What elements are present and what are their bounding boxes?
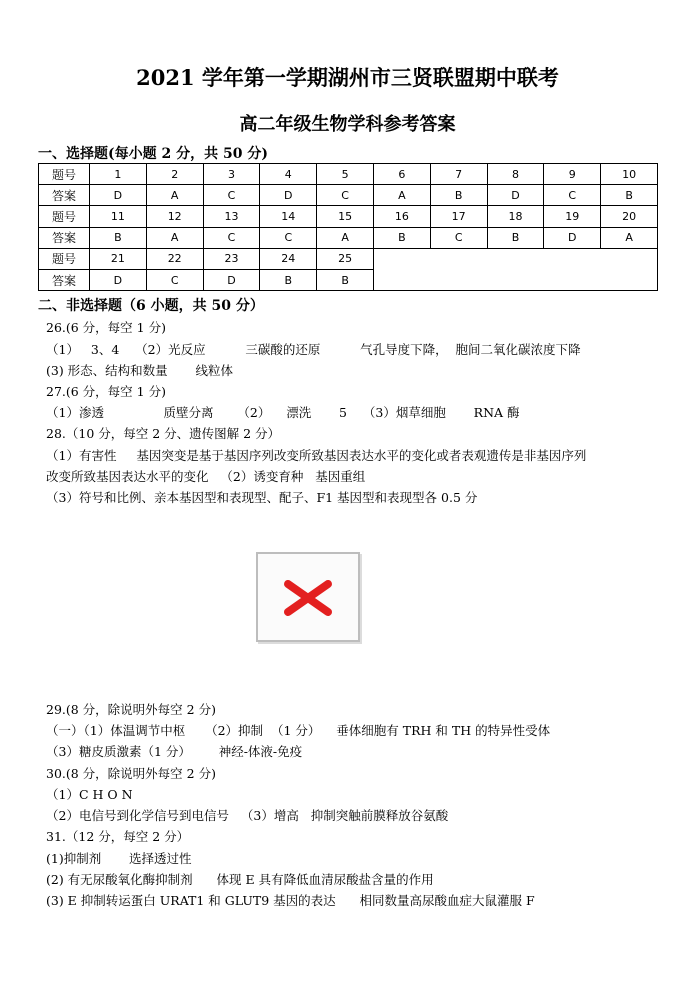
- table-cell: A: [146, 227, 203, 248]
- table-cell: C: [317, 185, 374, 206]
- empty-cell: [373, 248, 657, 290]
- q30-header: 30.(8 分，除说明外每空 2 分): [46, 766, 216, 781]
- table-cell: 23: [203, 248, 260, 269]
- table-cell: A: [601, 227, 658, 248]
- table-cell: B: [487, 227, 544, 248]
- q28-line-2: 改变所致基因表达水平的变化 （2）诱变育种 基因重组: [46, 469, 366, 484]
- table-cell: 13: [203, 206, 260, 227]
- table-cell: 3: [203, 164, 260, 185]
- table-cell: 21: [90, 248, 147, 269]
- table-cell: 22: [146, 248, 203, 269]
- table-cell: 答案: [39, 269, 90, 290]
- table-cell: 题号: [39, 206, 90, 227]
- table-row: [39, 248, 658, 269]
- table-cell: 14: [260, 206, 317, 227]
- table-cell: C: [260, 227, 317, 248]
- broken-image-icon: [256, 552, 360, 642]
- q29-header: 29.(8 分，除说明外每空 2 分): [46, 702, 216, 717]
- answer-table: [38, 163, 658, 291]
- table-cell: A: [373, 185, 430, 206]
- q31-line-3: (3) E 抑制转运蛋白 URAT1 和 GLUT9 基因的表达 相同数量高尿酸血症大鼠灌服 F: [46, 893, 535, 908]
- table-cell: 20: [601, 206, 658, 227]
- table-cell: D: [90, 185, 147, 206]
- q26-line-2: (3) 形态、结构和数量 线粒体: [46, 363, 233, 378]
- section1-heading: 一、选择题(每小题 2 分，共 50 分): [38, 146, 268, 162]
- table-row: [39, 227, 658, 248]
- q26-header: 26.(6 分，每空 1 分): [46, 320, 166, 335]
- x-mark-icon: [258, 554, 358, 640]
- q27-header: 27.(6 分，每空 1 分): [46, 384, 166, 399]
- table-cell: C: [544, 185, 601, 206]
- table-cell: 8: [487, 164, 544, 185]
- table-cell: 10: [601, 164, 658, 185]
- section2-heading: 二、非选择题（6 小题，共 50 分）: [38, 298, 264, 314]
- table-cell: D: [203, 269, 260, 290]
- table-cell: C: [203, 227, 260, 248]
- table-cell: 11: [90, 206, 147, 227]
- table-cell: 答案: [39, 185, 90, 206]
- table-cell: 12: [146, 206, 203, 227]
- q26-line-1: （1） 3、4 （2）光反应 三碳酸的还原 气孔导度下降， 胞间二氧化碳浓度下降: [46, 342, 581, 357]
- table-cell: 答案: [39, 227, 90, 248]
- table-cell: C: [146, 269, 203, 290]
- table-row: [39, 185, 658, 206]
- table-cell: 5: [317, 164, 374, 185]
- table-cell: 15: [317, 206, 374, 227]
- table-cell: B: [260, 269, 317, 290]
- table-row: [39, 206, 658, 227]
- table-cell: B: [373, 227, 430, 248]
- table-row: [39, 164, 658, 185]
- table-cell: A: [146, 185, 203, 206]
- q28-header: 28.（10 分，每空 2 分、遗传图解 2 分）: [46, 426, 281, 441]
- q31-line-2: (2) 有无尿酸氧化酶抑制剂 体现 E 具有降低血清尿酸盐含量的作用: [46, 872, 434, 887]
- table-cell: 6: [373, 164, 430, 185]
- q30-line-1: （1）C H O N: [46, 787, 133, 802]
- q28-line-3: （3）符号和比例、亲本基因型和表现型、配子、F1 基因型和表现型各 0.5 分: [46, 490, 478, 505]
- table-cell: B: [601, 185, 658, 206]
- q28-line-1: （1）有害性 基因突变是基于基因序列改变所致基因表达水平的变化或者表观遗传是非基因序列: [46, 448, 587, 463]
- table-cell: A: [317, 227, 374, 248]
- table-cell: 18: [487, 206, 544, 227]
- table-cell: 9: [544, 164, 601, 185]
- table-cell: 题号: [39, 248, 90, 269]
- table-cell: 2: [146, 164, 203, 185]
- table-cell: D: [260, 185, 317, 206]
- table-cell: 16: [373, 206, 430, 227]
- q29-line-1: （一）（1）体温调节中枢 （2）抑制 （1 分） 垂体细胞有 TRH 和 TH 的特异性受体: [46, 723, 551, 738]
- q27-line-1: （1）渗透 质壁分离 （2） 漂洗 5 （3）烟草细胞 RNA 酶: [46, 405, 520, 420]
- table-cell: 17: [430, 206, 487, 227]
- table-cell: 7: [430, 164, 487, 185]
- q31-header: 31.（12 分，每空 2 分）: [46, 829, 190, 844]
- table-cell: 题号: [39, 164, 90, 185]
- table-cell: 25: [317, 248, 374, 269]
- q29-line-2: （3）糖皮质激素（1 分） 神经-体液-免疫: [46, 744, 303, 759]
- table-cell: C: [430, 227, 487, 248]
- table-cell: B: [430, 185, 487, 206]
- table-cell: 19: [544, 206, 601, 227]
- table-cell: D: [487, 185, 544, 206]
- table-cell: B: [317, 269, 374, 290]
- table-cell: B: [90, 227, 147, 248]
- table-cell: C: [203, 185, 260, 206]
- page-subtitle: 高二年级生物学科参考答案: [239, 114, 456, 135]
- q31-line-1: (1)抑制剂 选择透过性: [46, 851, 192, 866]
- page-title: 2021 学年第一学期湖州市三贤联盟期中联考: [136, 65, 559, 90]
- table-cell: 1: [90, 164, 147, 185]
- table-cell: D: [90, 269, 147, 290]
- q30-line-2: （2）电信号到化学信号到电信号 （3）增高 抑制突触前膜释放谷氨酸: [46, 808, 449, 823]
- table-cell: D: [544, 227, 601, 248]
- table-cell: 24: [260, 248, 317, 269]
- table-cell: 4: [260, 164, 317, 185]
